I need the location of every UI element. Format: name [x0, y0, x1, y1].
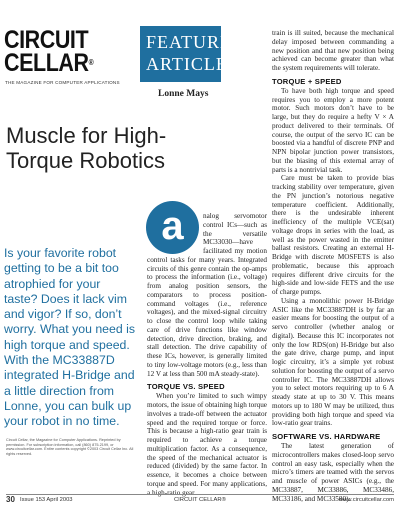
footer-magazine-name: CIRCUIT CELLAR®: [174, 497, 226, 503]
column2-intro-paragraph: nalog servomotor control ICs—such as the versatile MC33030—have facilitated my motion control tasks for many years. Integrated circuits of this genre contain the op-amps to process the information (i.e., voltage) from analog position sensors, the comparators to process position-command voltages (i.e., reference voltages), and the mixed-signal circuitry to close the control loop while taking care of drive functions like window detection, drive direction, braking, and stall detection. The drive capability of these ICs, however, is generally limited to tiny low-voltage motors (e.g., less than 12 V at less than 500 mA steady-state).: [147, 212, 267, 378]
column3-heading-software-vs-hardware: SOFTWARE VS. HARDWARE: [272, 432, 381, 441]
page-number: 30: [6, 495, 15, 504]
issue-info: Issue 153 April 2003: [20, 497, 73, 503]
magazine-logo-line2: CELLAR®: [4, 49, 94, 77]
column3-paragraph-2: To have both high torque and speed requires you to employ a more potent motor. Such motors don’t have to be large, but they do require a hefty V × A product delivered to their terminals. Of course, the output of the servo IC can be boosted via a handful of discrete PNP and NPN bipolar junction power transistors, but the biasing of this external array of parts is a nontrivial task.: [272, 86, 394, 174]
magazine-tagline: THE MAGAZINE FOR COMPUTER APPLICATIONS: [5, 80, 120, 85]
column2-paragraph-2: When you’re limited to such wimpy motors, the issue of obtaining high torque involves a trade-off between the actuator speed and the required torque or force. This is because a high-ratio gear train is required to achieve a torque multiplication factor. As a consequence, the speed of the mechanical actuator is reduced (divided) by the same factor. In essence, it becomes a choice between torque and speed. For many applications, a high-ratio gear: [147, 392, 267, 497]
section-label-line2: ARTICLE: [146, 54, 228, 74]
pull-quote: Is your favorite robot getting to be a bit too atrophied for your taste? Does it lack vim and vigor? If so, don’t worry. What you need is high torque and speed. With the MC33887D integrated H-Bridge and a little direction from Lonne, you can bulk up your robot in no time.: [4, 246, 135, 429]
section-label-line1: FEATURE: [146, 32, 233, 52]
footer-website: www.circuitcellar.com: [338, 497, 394, 503]
reprint-credit: Circuit Cellar, the Magazine for Computer Applications. Reprinted by permission. For subscription information, call (860) 875-2199, or www.circuitcellar.com. Entire contents copyright ©2003 Circuit Cellar Inc. All rights reserved.: [6, 438, 134, 456]
column3-paragraph-3: Care must be taken to provide bias tracking stability over temperature, given the PN junction’s notorious negative temperature coefficient. Additionally, there is the undesirable inherent inefficiency of the multiple VCE(sat) voltage drops in series with the load, as well as the power wasted in the emitter ballast resistors. Creating an external H-Bridge with discrete MOSFETS is also problematic, because this approach requires different drive circuits for the high-side and low-side FETS and the use of charge pumps.: [272, 174, 394, 296]
column3-heading-torque-plus-speed: TORQUE + SPEED: [272, 76, 342, 86]
article-column-2: [147, 212, 267, 497]
footer-rule: [6, 494, 394, 495]
author-byline: Lonne Mays: [158, 89, 209, 99]
column3-paragraph-4: Using a monolithic power H-Bridge ASIC like the MC33887DH is by far an easier means for boosting the output of a servo controller (whether analog or digital). Because this IC incorporates not only the low RDS(on) H-Bridge but also the gate drive, charge pump, and input logic circuitry, it’s a simple yet robust solution for boosting the output of a servo controller IC. The MC33887DH allows you to select motors requiring up to 6 A steady state at up to 30 V. This means motors up to 180 W may be utilized, thus providing both high torque and speed via low-ratio gear trains.: [272, 296, 394, 428]
dropcap-letter: a: [161, 204, 184, 248]
column3-paragraph-5: The latest generation of microcontrollers makes closed-loop servo control an easy task, especially when the micro’s timers are teamed with the servos and muscle of power ASICs (e.g., the MC33887, MC33886, MC33486, MC33186, and MC33580).: [272, 442, 394, 503]
registered-mark: ®: [88, 58, 94, 67]
article-column-3: [272, 29, 394, 503]
column2-heading-torque-vs-speed: TORQUE VS. SPEED: [147, 382, 225, 392]
article-title: Muscle for High-Torque Robotics: [6, 123, 167, 173]
magazine-logo-line1: CIRCUIT: [4, 26, 89, 54]
column3-paragraph-1: train is ill suited, because the mechanical delay imposed between commanding a new position and that new position being achieved can become greater than what the system requirements will tolerate.: [272, 29, 394, 72]
